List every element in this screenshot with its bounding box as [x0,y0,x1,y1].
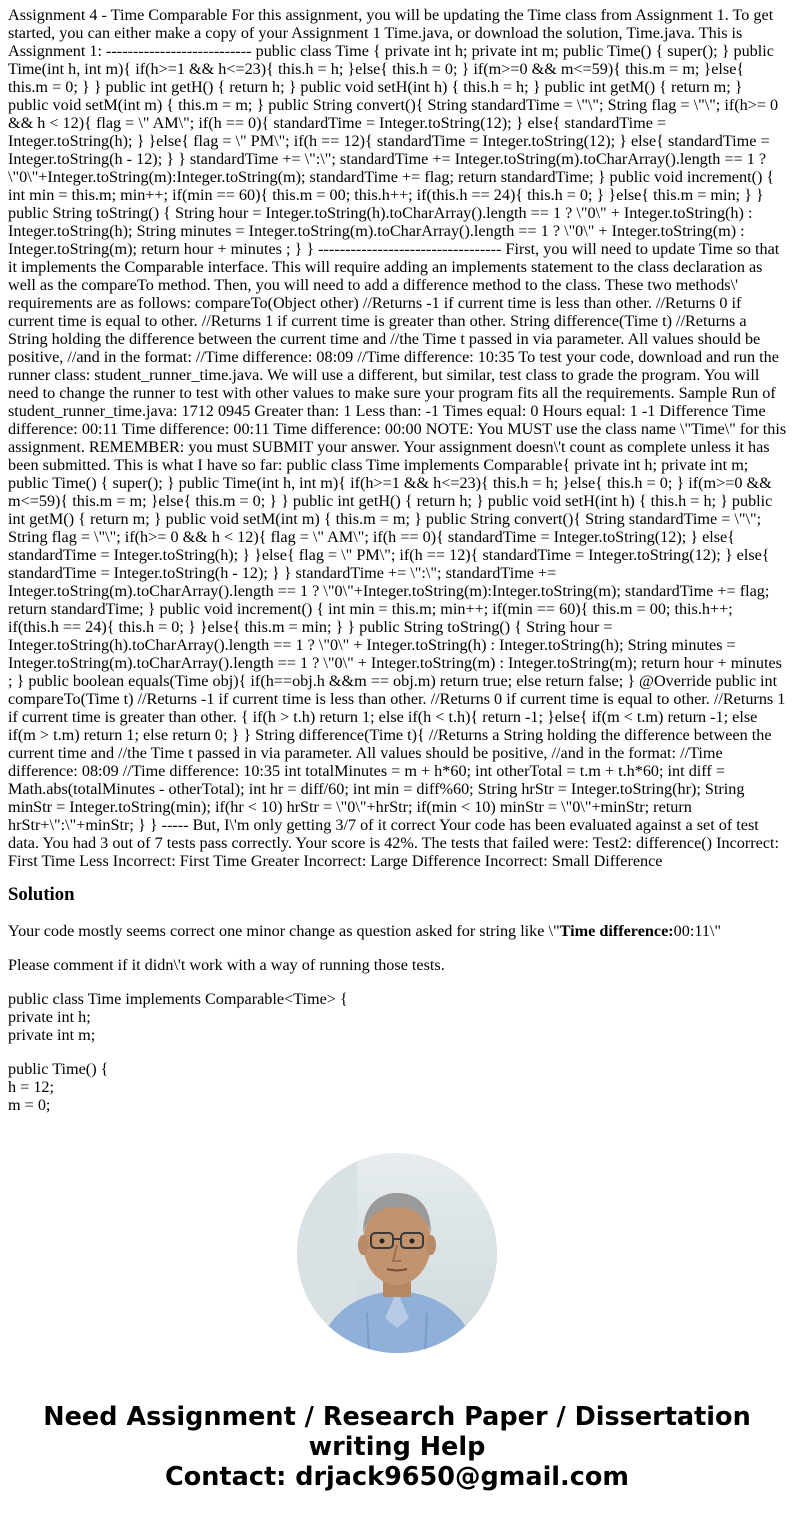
solution-intro-bold: Time difference: [559,922,674,940]
page-content [8,6,787,1114]
solution-intro-start: Your code mostly seems correct one minor change as question asked for string like \" [8,922,560,940]
tutor-avatar [297,1153,497,1353]
code-line: m = 0; [8,1096,51,1114]
code-line: public Time() { [8,1060,109,1078]
banner-contact: Contact: drjack9650@gmail.com [165,1462,629,1492]
code-snippet [8,990,787,1114]
code-line: private int m; [8,1026,96,1044]
question-text: Assignment 4 - Time Comparable For this assignment, you will be updating the Time class from Assignment 1. To get started, you can either make a copy of your Assignment 1 Time.java, or download the solution, Time.java. This is Assignment 1: --------------------------- public class Time { private int h; private int m; public Time() { super(); } public Time(int h, int m){ if(h>=1 && h<=23){ this.h = h; }else{ this.h = 0; } if(m>=0 && m<=59){ this.m = m; }else{ this.m = 0; } } public int getH() { return h; } public void setH(int h) { this.h = h; } public int getM() { return m; } public void setM(int m) { this.m = m; } public String convert(){ String standardTime = \"\"; String flag = \"\"; if(h>= 0 && h < 12){ flag = \" AM\"; if(h == 0){ standardTime = Integer.toString(12); } else{ standardTime = Integer.toString(h); } }else{ flag = \" PM\"; if(h == 12){ standardTime = Integer.toString(12); } else{ standardTime = Integer.toString(h - 12); } } standardTime += \":\"; standardTime += Integer.toString(m).toCharArray().length == 1 ? \"0\"+Integer.toString(m):Integer.toString(m); standardTime += flag; return standardTime; } public void increment() { int min = this.m; min++; if(min == 60){ this.m = 00; this.h++; if(this.h == 24){ this.h = 0; } }else{ this.m = min; } } public String toString() { String hour = Integer.toString(h).toCharArray().length == 1 ? \"0\" + Integer.toString(h) : Integer.toString(h); String minutes = Integer.toString(m).toCharArray().length == 1 ? \"0\" + Integer.toString(m) : Integer.toString(m); return hour + minutes ; } } ---------------------------------- First, you will need to update Time so that it implements the Comparable interface. This will require adding an implements statement to the class declaration as well as the compareTo method. Then, you will need to add a difference method to the class. These two methods\' requirements are as follows: compareTo(Object other) //Returns -1 if current time is less than other. //Returns 0 if current time is equal to other. //Returns 1 if current time is greater than other. String difference(Time t) //Returns a String holding the difference between the current time and //the Time t passed in via parameter. All values should be positive, //and in the format: //Time difference: 08:09 //Time difference: 10:35 To test your code, download and run the runner class: student_runner_time.java. We will use a different, but similar, test class to grade the program. You will need to change the runner to test with other values to make sure your program fits all the requirements. Sample Run of student_runner_time.java: 1712 0945 Greater than: 1 Less than: -1 Times equal: 0 Hours equal: 1 -1 Difference Time difference: 00:11 Time difference: 00:11 Time difference: 00:00 NOTE: You MUST use the class name \"Time\" for this assignment. REMEMBER: you must SUBMIT your answer. Your assignment doesn\'t count as complete unless it has been submitted. This is what I have so far: public class Time implements Comparable{ private int h; private int m; public Time() { super(); } public Time(int h, int m){ if(h>=1 && h<=23){ this.h = h; }else{ this.h = 0; } if(m>=0 && m<=59){ this.m = m; }else{ this.m = 0; } } public int getH() { return h; } public void setH(int h) { this.h = h; } public int getM() { return m; } public void setM(int m) { this.m = m; } public String convert(){ String standardTime = \"\"; String flag = \"\"; if(h>= 0 && h < 12){ flag = \" AM\"; if(h == 0){ standardTime = Integer.toString(12); } else{ standardTime = Integer.toString(h); } }else{ flag = \" PM\"; if(h == 12){ standardTime = Integer.toString(12); } else{ standardTime = Integer.toString(h - 12); } } standardTime += \":\"; standardTime += Integer.toString(m).toCharArray().length == 1 ? \"0\"+Integer.toString(m):Integer.toString(m); standardTime += flag; return standardTime; } public void increment() { int min = this.m; min++; if(min == 60){ this.m = 00; this.h++; if(this.h == 24){ this.h = 0; } }else{ this.m = min; } } public String toString() { String hour = Integer.toString(h).toCharArray().length == 1 ? \"0\" + Integer.toString(h) : Integer.toString(h); String minutes = Integer.toString(m).toCharArray().length == 1 ? \"0\" + Integer.toString(m) : Integer.toString(m); return hour + minutes ; } public boolean equals(Time obj){ if(h==obj.h &&m == obj.m) return true; else return false; } @Override public int compareTo(Time t) //Returns -1 if current time is less than other. //Returns 0 if current time is equal to other. //Returns 1 if current time is greater than other. { if(h > t.h) return 1; else if(h < t.h){ return -1; }else{ if(m < t.m) return -1; else if(m > t.m) return 1; else return 0; } } String difference(Time t){ //Returns a String holding the difference between the current time and //the Time t passed in via parameter. All values should be positive, //and in the format: //Time difference: 08:09 //Time difference: 10:35 int totalMinutes = m + h*60; int otherTotal = t.m + t.h*60; int diff = Math.abs(totalMinutes - otherTotal); int hr = diff/60; int min = diff%60; String hrStr = Integer.toString(hr); String minStr = Integer.toString(min); if(hr < 10) hrStr = \"0\"+hrStr; if(min < 10) minStr = \"0\"+minStr; return hrStr+\":\"+minStr; } } ----- But, I\'m only getting 3/7 of it correct Your code has been evaluated against a set of test data. You had 3 out of 7 tests pass correctly. Your score is 42%. The tests that failed were: Test2: difference() Incorrect: First Time Less Incorrect: First Time Greater Incorrect: Large Difference Incorrect: Small Difference [8,6,787,870]
code-line: h = 12; [8,1078,55,1096]
solution-comment: Please comment if it didn\'t work with a way of running those tests. [8,956,445,974]
code-line: public class Time implements Comparable<Time> { [8,990,348,1008]
solution-heading: Solution [8,884,75,905]
banner-line-2: writing Help [308,1432,486,1462]
help-banner [0,1402,794,1492]
code-line: private int h; [8,1008,91,1026]
solution-intro [8,922,787,940]
solution-intro-end: 00:11\" [673,922,722,940]
tutor-portrait-image [297,1153,497,1353]
banner-line-1: Need Assignment / Research Paper / Dissertation [43,1402,751,1432]
code-gap [8,1044,787,1060]
